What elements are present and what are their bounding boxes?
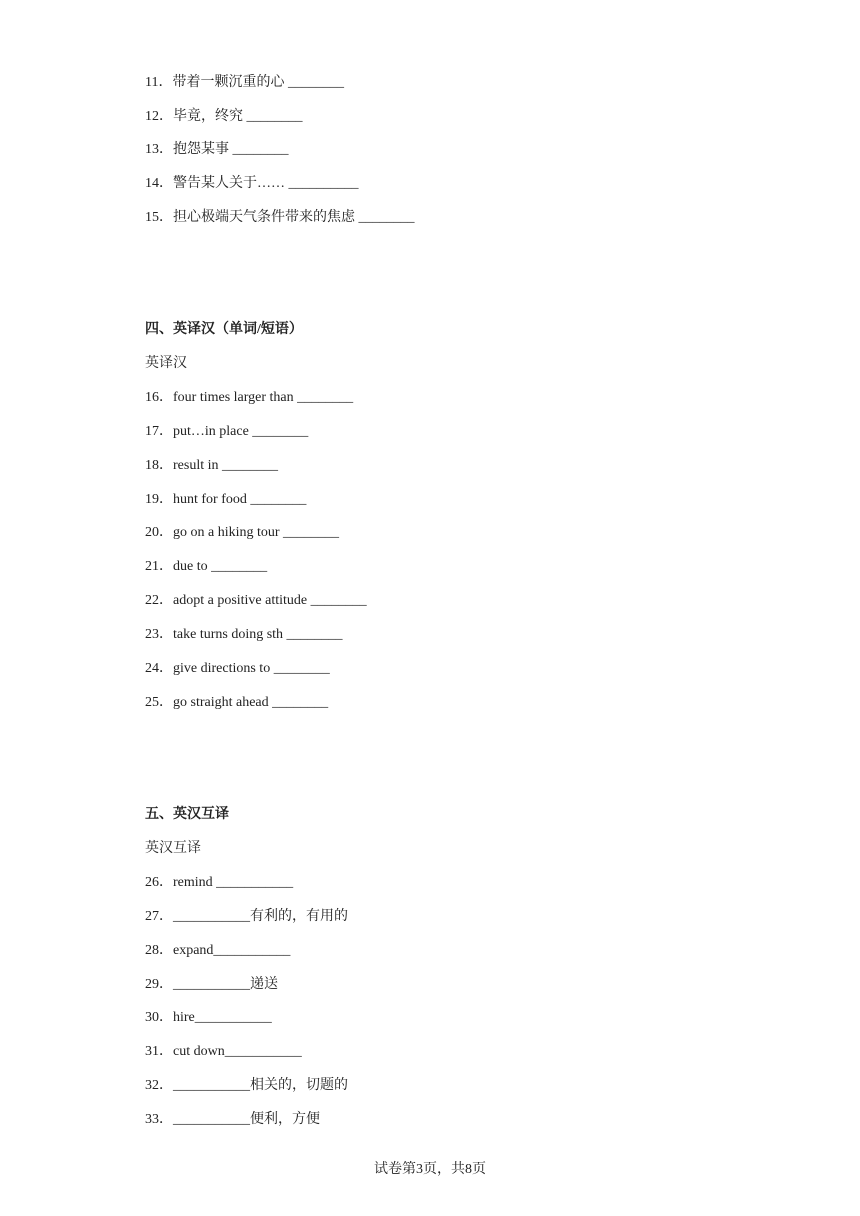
question-item-32: 32．___________相关的，切题的: [145, 1078, 348, 1093]
question-item-19: 19．hunt for food ________: [145, 492, 307, 507]
question-item-28: 28．expand___________: [145, 943, 291, 958]
question-item-14: 14．警告某人关于…… __________: [145, 176, 359, 191]
question-item-15: 15．担心极端天气条件带来的焦虑 ________: [145, 210, 415, 225]
page-footer: 试卷第3页，共8页: [374, 1162, 486, 1177]
question-item-17: 17．put…in place ________: [145, 424, 309, 439]
question-item-18: 18．result in ________: [145, 458, 278, 473]
question-item-16: 16．four times larger than ________: [145, 390, 354, 405]
question-item-20: 20．go on a hiking tour ________: [145, 525, 340, 540]
section-5-subheading: 英汉互译: [145, 841, 201, 856]
question-item-33: 33．___________便利，方便: [145, 1112, 320, 1127]
section-5-heading: 五、英汉互译: [145, 807, 229, 822]
question-item-29: 29．___________递送: [145, 977, 278, 992]
question-item-22: 22．adopt a positive attitude ________: [145, 593, 367, 608]
question-item-13: 13．抱怨某事 ________: [145, 142, 289, 157]
section-4-subheading: 英译汉: [145, 356, 187, 371]
question-item-11: 11．带着一颗沉重的心 ________: [145, 75, 344, 90]
question-item-23: 23．take turns doing sth ________: [145, 627, 343, 642]
section-4-heading: 四、英译汉（单词/短语）: [145, 322, 303, 337]
question-item-30: 30．hire___________: [145, 1010, 272, 1025]
question-item-12: 12．毕竟，终究 ________: [145, 109, 303, 124]
question-item-31: 31．cut down___________: [145, 1044, 302, 1059]
question-item-26: 26．remind ___________: [145, 875, 294, 890]
question-item-21: 21．due to ________: [145, 559, 268, 574]
question-item-24: 24．give directions to ________: [145, 661, 330, 676]
question-item-25: 25．go straight ahead ________: [145, 695, 329, 710]
question-item-27: 27．___________有利的，有用的: [145, 909, 348, 924]
